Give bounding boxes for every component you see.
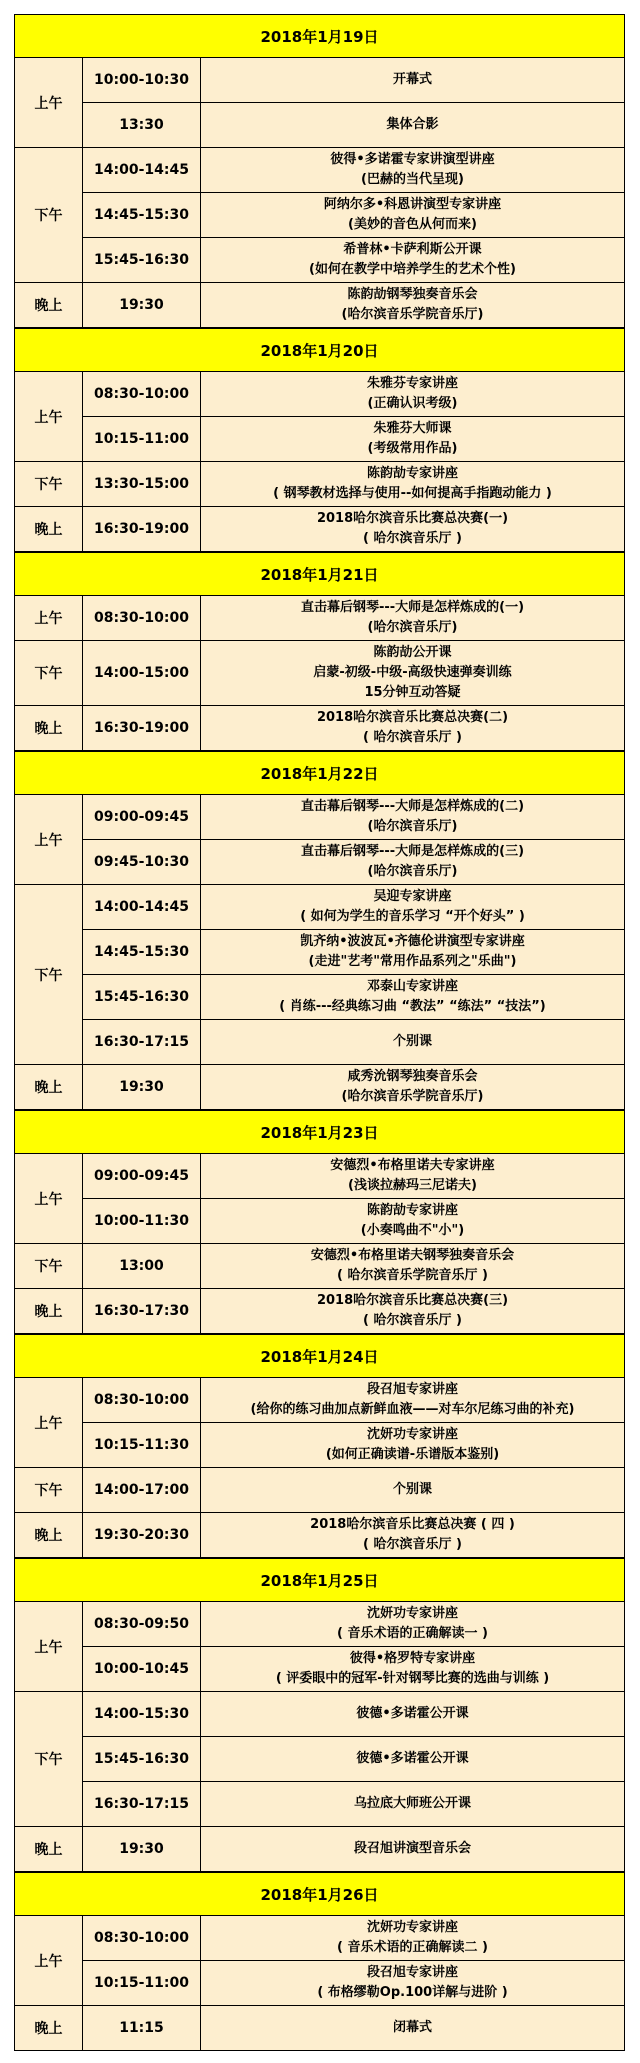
session-row xyxy=(83,706,624,750)
event-line: ( 钢琴教材选择与使用--如何提高手指跑动能力 ) xyxy=(273,486,552,501)
event-line: 段召旭讲演型音乐会 xyxy=(353,1841,471,1856)
session-row xyxy=(83,148,624,193)
session-time: 14:00-17:00 xyxy=(83,1468,201,1512)
event-line: 邓泰山专家讲座 xyxy=(366,979,458,994)
event-line: (哈尔滨音乐厅) xyxy=(367,819,458,834)
session-event xyxy=(201,2006,624,2050)
session-row xyxy=(83,1513,624,1557)
event-line: 启蒙-初级-中级-高级快速弹奏训练 xyxy=(313,665,512,680)
session-row xyxy=(83,1244,624,1288)
event-line: 沈妍功专家讲座 xyxy=(366,1606,458,1621)
period-label: 上午 xyxy=(15,1916,83,2005)
session-event xyxy=(201,1513,624,1557)
period-block xyxy=(14,1289,625,1334)
period-block xyxy=(14,462,625,507)
session-time: 14:00-14:45 xyxy=(83,148,201,192)
event-line: 闭幕式 xyxy=(392,2020,432,2035)
period-label: 晚上 xyxy=(15,706,83,750)
event-line: 2018哈尔滨音乐比赛总决赛(三) xyxy=(316,1293,509,1308)
session-event xyxy=(201,1289,624,1333)
event-line: (正确认识考级) xyxy=(367,396,458,411)
event-line: (哈尔滨音乐学院音乐厅) xyxy=(341,307,484,322)
period-block xyxy=(14,795,625,885)
event-line: 咸秀沇钢琴独奏音乐会 xyxy=(347,1069,478,1084)
session-row xyxy=(83,1423,624,1467)
session-row xyxy=(83,462,624,506)
session-event xyxy=(201,507,624,551)
session-rows xyxy=(83,641,624,705)
event-line: ( 哈尔滨音乐厅 ) xyxy=(363,1313,462,1328)
event-line: 2018哈尔滨音乐比赛总决赛(二) xyxy=(316,710,509,725)
period-label: 晚上 xyxy=(15,1827,83,1871)
session-time: 14:45-15:30 xyxy=(83,930,201,974)
event-line: (哈尔滨音乐厅) xyxy=(367,864,458,879)
period-block xyxy=(14,596,625,641)
period-label: 上午 xyxy=(15,372,83,461)
session-event xyxy=(201,1378,624,1422)
session-time: 10:15-11:00 xyxy=(83,417,201,461)
session-row xyxy=(83,238,624,282)
session-row xyxy=(83,641,624,705)
event-line: 朱雅芬专家讲座 xyxy=(366,376,458,391)
session-event xyxy=(201,1020,624,1064)
session-row xyxy=(83,1154,624,1199)
session-event xyxy=(201,596,624,640)
day-section xyxy=(14,1110,625,1334)
session-event xyxy=(201,706,624,750)
session-time: 16:30-17:15 xyxy=(83,1782,201,1826)
event-line: ( 哈尔滨音乐厅 ) xyxy=(363,1537,462,1552)
period-block xyxy=(14,2006,625,2051)
event-line: 彼德•多诺霍公开课 xyxy=(356,1751,469,1766)
session-time: 16:30-19:00 xyxy=(83,507,201,551)
period-block xyxy=(14,885,625,1065)
session-event xyxy=(201,1961,624,2005)
event-line: 阿纳尔多•科恩讲演型专家讲座 xyxy=(323,197,502,212)
session-event xyxy=(201,1782,624,1826)
event-line: ( 哈尔滨音乐学院音乐厅 ) xyxy=(337,1268,488,1283)
period-block xyxy=(14,1468,625,1513)
session-rows xyxy=(83,372,624,461)
period-label: 下午 xyxy=(15,148,83,282)
period-label: 晚上 xyxy=(15,283,83,327)
period-label: 晚上 xyxy=(15,1513,83,1557)
period-block xyxy=(14,1154,625,1244)
session-time: 15:45-16:30 xyxy=(83,975,201,1019)
session-rows xyxy=(83,1513,624,1557)
period-block xyxy=(14,148,625,283)
session-time: 10:15-11:00 xyxy=(83,1961,201,2005)
session-row xyxy=(83,1692,624,1737)
event-line: 安德烈•布格里诺夫钢琴独奏音乐会 xyxy=(310,1248,515,1263)
session-time: 13:00 xyxy=(83,1244,201,1288)
session-row xyxy=(83,283,624,327)
session-time: 10:15-11:30 xyxy=(83,1423,201,1467)
session-time: 08:30-10:00 xyxy=(83,596,201,640)
session-rows xyxy=(83,1154,624,1243)
day-date-header: 2018年1月21日 xyxy=(14,552,625,596)
session-time: 15:45-16:30 xyxy=(83,238,201,282)
event-line: (哈尔滨音乐学院音乐厅) xyxy=(341,1089,484,1104)
session-rows xyxy=(83,1692,624,1826)
session-rows xyxy=(83,2006,624,2050)
event-line: 直击幕后钢琴---大师是怎样炼成的(二) xyxy=(300,799,525,814)
day-section xyxy=(14,1334,625,1558)
session-time: 16:30-17:15 xyxy=(83,1020,201,1064)
event-line: ( 哈尔滨音乐厅 ) xyxy=(363,730,462,745)
period-block xyxy=(14,1692,625,1827)
session-time: 08:30-10:00 xyxy=(83,1916,201,1960)
period-block xyxy=(14,1244,625,1289)
event-line: ( 布格缪勒Op.100详解与进阶 ) xyxy=(317,1985,508,2000)
event-line: ( 哈尔滨音乐厅 ) xyxy=(363,531,462,546)
session-event xyxy=(201,1737,624,1781)
period-block xyxy=(14,507,625,552)
day-date-header: 2018年1月23日 xyxy=(14,1110,625,1154)
event-line: (如何正确读谱-乐谱版本鉴别) xyxy=(325,1447,500,1462)
period-block xyxy=(14,706,625,751)
session-time: 19:30 xyxy=(83,1827,201,1871)
session-event xyxy=(201,1423,624,1467)
event-line: 集体合影 xyxy=(386,117,439,132)
event-line: ( 肖练---经典练习曲 “教法” “练法” “技法”) xyxy=(279,999,546,1014)
session-time: 08:30-09:50 xyxy=(83,1602,201,1646)
session-event xyxy=(201,1244,624,1288)
event-line: 沈妍功专家讲座 xyxy=(366,1920,458,1935)
session-rows xyxy=(83,795,624,884)
period-label: 下午 xyxy=(15,641,83,705)
event-line: (如何在教学中培养学生的艺术个性) xyxy=(309,262,516,277)
event-line: 段召旭专家讲座 xyxy=(366,1382,458,1397)
event-line: 凯齐纳•波波瓦•齐德伦讲演型专家讲座 xyxy=(300,934,525,949)
session-event xyxy=(201,193,624,237)
session-rows xyxy=(83,1244,624,1288)
day-date-header: 2018年1月22日 xyxy=(14,751,625,795)
session-rows xyxy=(83,1065,624,1109)
session-event xyxy=(201,1827,624,1871)
period-label: 晚上 xyxy=(15,1289,83,1333)
period-block xyxy=(14,1827,625,1872)
event-line: 陈韵劼专家讲座 xyxy=(366,466,458,481)
session-row xyxy=(83,975,624,1020)
event-line: 彼得•格罗特专家讲座 xyxy=(349,1651,476,1666)
session-rows xyxy=(83,462,624,506)
session-row xyxy=(83,1961,624,2005)
session-rows xyxy=(83,1378,624,1467)
event-line: 彼德•多诺霍公开课 xyxy=(356,1706,469,1721)
event-line: 陈韵劼专家讲座 xyxy=(366,1203,458,1218)
session-time: 19:30 xyxy=(83,1065,201,1109)
session-row xyxy=(83,417,624,461)
period-block xyxy=(14,1916,625,2006)
session-event xyxy=(201,372,624,416)
period-block xyxy=(14,641,625,706)
session-row xyxy=(83,1602,624,1647)
session-event xyxy=(201,283,624,327)
event-line: 2018哈尔滨音乐比赛总决赛(一) xyxy=(316,511,509,526)
session-event xyxy=(201,462,624,506)
session-event xyxy=(201,1199,624,1243)
period-label: 上午 xyxy=(15,58,83,147)
period-label: 晚上 xyxy=(15,1065,83,1109)
session-event xyxy=(201,930,624,974)
day-date-header: 2018年1月20日 xyxy=(14,328,625,372)
period-block xyxy=(14,1513,625,1558)
session-time: 19:30-20:30 xyxy=(83,1513,201,1557)
event-line: 安德烈•布格里诺夫专家讲座 xyxy=(330,1158,495,1173)
session-event xyxy=(201,417,624,461)
session-row xyxy=(83,885,624,930)
session-event xyxy=(201,1647,624,1691)
period-block xyxy=(14,1065,625,1110)
session-row xyxy=(83,1378,624,1423)
day-section xyxy=(14,1872,625,2051)
day-date-header: 2018年1月26日 xyxy=(14,1872,625,1916)
schedule-table xyxy=(14,14,625,2051)
session-row xyxy=(83,103,624,147)
event-line: 15分钟互动答疑 xyxy=(364,685,461,700)
event-line: 段召旭专家讲座 xyxy=(366,1965,458,1980)
event-line: ( 如何为学生的音乐学习 “开个好头” ) xyxy=(300,909,525,924)
session-rows xyxy=(83,1289,624,1333)
day-date-header: 2018年1月25日 xyxy=(14,1558,625,1602)
event-line: (美妙的音色从何而来) xyxy=(348,217,477,232)
session-row xyxy=(83,1065,624,1109)
session-event xyxy=(201,1154,624,1198)
event-line: 陈韵劼钢琴独奏音乐会 xyxy=(347,287,478,302)
period-label: 上午 xyxy=(15,1602,83,1691)
session-row xyxy=(83,507,624,551)
period-label: 上午 xyxy=(15,596,83,640)
session-row xyxy=(83,1647,624,1691)
session-event xyxy=(201,795,624,839)
session-row xyxy=(83,372,624,417)
session-time: 11:15 xyxy=(83,2006,201,2050)
period-label: 下午 xyxy=(15,1244,83,1288)
session-time: 08:30-10:00 xyxy=(83,1378,201,1422)
session-rows xyxy=(83,283,624,327)
session-time: 16:30-19:00 xyxy=(83,706,201,750)
session-time: 19:30 xyxy=(83,283,201,327)
period-label: 上午 xyxy=(15,1154,83,1243)
session-row xyxy=(83,840,624,884)
session-row xyxy=(83,930,624,975)
session-time: 15:45-16:30 xyxy=(83,1737,201,1781)
session-row xyxy=(83,1199,624,1243)
event-line: (考级常用作品) xyxy=(367,441,458,456)
event-line: 吴迎专家讲座 xyxy=(373,889,452,904)
session-time: 14:45-15:30 xyxy=(83,193,201,237)
period-block xyxy=(14,283,625,328)
period-label: 上午 xyxy=(15,1378,83,1467)
event-line: ( 音乐术语的正确解读二 ) xyxy=(337,1940,488,1955)
event-line: 朱雅芬大师课 xyxy=(373,421,452,436)
event-line: 陈韵劼公开课 xyxy=(373,645,452,660)
event-line: 直击幕后钢琴---大师是怎样炼成的(三) xyxy=(300,844,525,859)
session-event xyxy=(201,238,624,282)
session-time: 09:00-09:45 xyxy=(83,795,201,839)
session-row xyxy=(83,596,624,640)
session-row xyxy=(83,1782,624,1826)
session-event xyxy=(201,58,624,102)
event-line: 彼得•多诺霍专家讲演型讲座 xyxy=(330,152,495,167)
event-line: (走进"艺考"常用作品系列之"乐曲") xyxy=(308,954,517,969)
session-rows xyxy=(83,1468,624,1512)
event-line: (给你的练习曲加点新鲜血液——对车尔尼练习曲的补充) xyxy=(250,1402,575,1417)
event-line: 直击幕后钢琴---大师是怎样炼成的(一) xyxy=(300,600,525,615)
session-rows xyxy=(83,885,624,1064)
period-label: 晚上 xyxy=(15,507,83,551)
period-label: 下午 xyxy=(15,1468,83,1512)
session-event xyxy=(201,1468,624,1512)
session-rows xyxy=(83,596,624,640)
session-time: 10:00-10:45 xyxy=(83,1647,201,1691)
period-block xyxy=(14,58,625,148)
session-rows xyxy=(83,1827,624,1871)
session-row xyxy=(83,1916,624,1961)
period-label: 晚上 xyxy=(15,2006,83,2050)
session-event xyxy=(201,975,624,1019)
session-time: 09:45-10:30 xyxy=(83,840,201,884)
day-section xyxy=(14,14,625,328)
period-label: 下午 xyxy=(15,462,83,506)
session-event xyxy=(201,148,624,192)
session-time: 14:00-14:45 xyxy=(83,885,201,929)
session-row xyxy=(83,1468,624,1512)
session-time: 08:30-10:00 xyxy=(83,372,201,416)
session-time: 13:30 xyxy=(83,103,201,147)
period-block xyxy=(14,1378,625,1468)
period-label: 下午 xyxy=(15,1692,83,1826)
event-line: ( 音乐术语的正确解读一 ) xyxy=(337,1626,488,1641)
event-line: (小奏鸣曲不"小") xyxy=(360,1223,465,1238)
session-time: 09:00-09:45 xyxy=(83,1154,201,1198)
session-time: 10:00-11:30 xyxy=(83,1199,201,1243)
session-time: 10:00-10:30 xyxy=(83,58,201,102)
session-time: 16:30-17:30 xyxy=(83,1289,201,1333)
event-line: (哈尔滨音乐厅) xyxy=(367,620,458,635)
period-label: 上午 xyxy=(15,795,83,884)
session-rows xyxy=(83,1916,624,2005)
event-line: (巴赫的当代呈现) xyxy=(361,172,464,187)
session-time: 13:30-15:00 xyxy=(83,462,201,506)
session-rows xyxy=(83,148,624,282)
period-block xyxy=(14,1602,625,1692)
event-line: (浅谈拉赫玛三尼诺夫) xyxy=(348,1178,477,1193)
session-row xyxy=(83,1737,624,1782)
day-section xyxy=(14,751,625,1110)
event-line: 个别课 xyxy=(392,1482,432,1497)
event-line: 开幕式 xyxy=(392,72,432,87)
event-line: 个别课 xyxy=(392,1034,432,1049)
event-line: 乌拉底大师班公开课 xyxy=(353,1796,471,1811)
day-section xyxy=(14,1558,625,1872)
session-row xyxy=(83,1020,624,1064)
session-event xyxy=(201,1916,624,1960)
session-row xyxy=(83,193,624,238)
session-rows xyxy=(83,58,624,147)
session-rows xyxy=(83,507,624,551)
period-label: 下午 xyxy=(15,885,83,1064)
event-line: 2018哈尔滨音乐比赛总决赛 ( 四 ) xyxy=(310,1517,515,1532)
session-row xyxy=(83,1827,624,1871)
day-date-header: 2018年1月24日 xyxy=(14,1334,625,1378)
session-event xyxy=(201,1602,624,1646)
period-block xyxy=(14,372,625,462)
session-rows xyxy=(83,1602,624,1691)
session-rows xyxy=(83,706,624,750)
session-row xyxy=(83,1289,624,1333)
event-line: ( 评委眼中的冠军-针对钢琴比赛的选曲与训练 ) xyxy=(275,1671,550,1686)
day-date-header: 2018年1月19日 xyxy=(14,14,625,58)
session-row xyxy=(83,58,624,103)
session-event xyxy=(201,1692,624,1736)
session-time: 14:00-15:00 xyxy=(83,641,201,705)
session-time: 14:00-15:30 xyxy=(83,1692,201,1736)
session-event xyxy=(201,641,624,705)
session-event xyxy=(201,1065,624,1109)
day-section xyxy=(14,552,625,751)
session-event xyxy=(201,103,624,147)
event-line: 希普林•卡萨利斯公开课 xyxy=(343,242,482,257)
session-row xyxy=(83,795,624,840)
session-event xyxy=(201,885,624,929)
day-section xyxy=(14,328,625,552)
session-event xyxy=(201,840,624,884)
session-row xyxy=(83,2006,624,2050)
event-line: 沈妍功专家讲座 xyxy=(366,1427,458,1442)
